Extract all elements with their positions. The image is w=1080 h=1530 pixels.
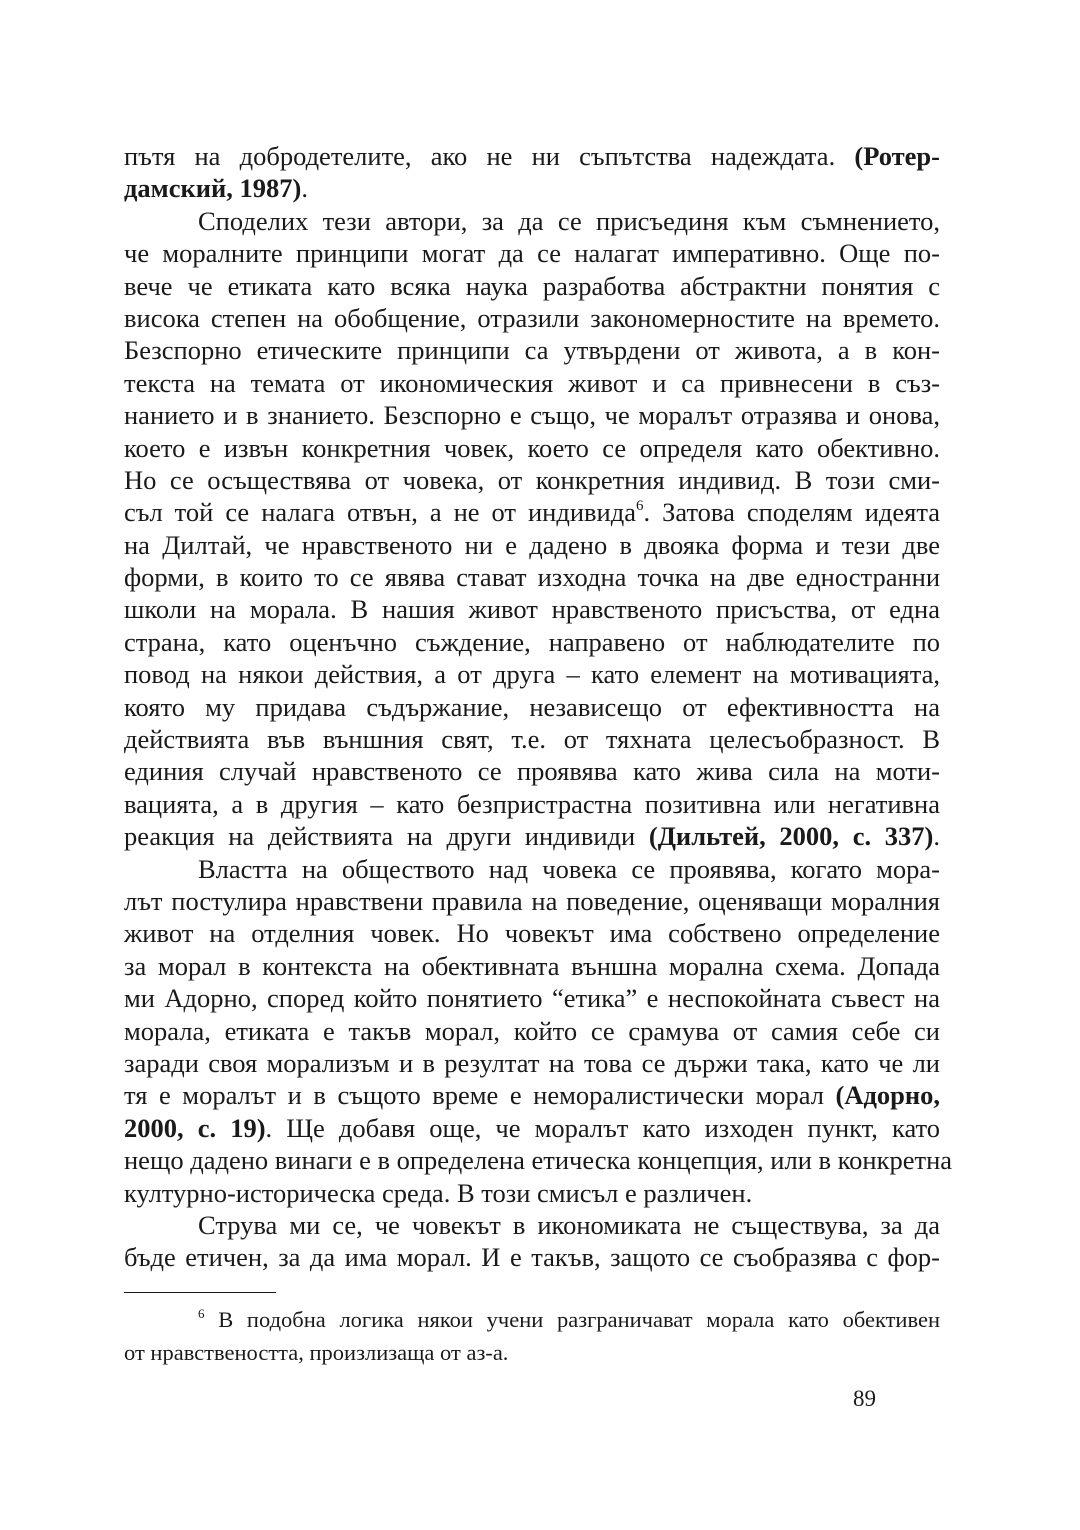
text-line: което е извън конкретния човек, което се определя като обективно.	[124, 432, 940, 463]
text-line: културно-историческа среда. В този смисъл е различен.	[124, 1177, 753, 1208]
citation: (Ротер-	[854, 141, 940, 171]
text-line: единия случай нравственото се проявява като жива сила на моти-	[124, 756, 940, 787]
text-line: Но се осъществява от човека, от конкретния индивид. В този сми-	[124, 464, 940, 495]
text-line: вацията, а в другия – като безпристрастна позитивна или негативна	[124, 788, 940, 819]
text-line: повод на някои действия, а от друга – като елемент на мотивацията,	[124, 659, 940, 690]
paragraph-start: Струва ми се, че човекът в икономиката не съществува, за да	[198, 1209, 940, 1240]
text-line: реакция на действията на други индивиди (Дильтей, 2000, с. 337).	[124, 821, 940, 852]
footnote	[124, 1303, 940, 1369]
citation: (Дильтей, 2000, с. 337)	[648, 821, 934, 852]
text-line: форми, в които то се явява стават изходна точка на две едностранни	[124, 562, 940, 593]
paragraph-start: Споделих тези автори, за да се присъединя към съмнението,	[198, 205, 940, 236]
text-line: нещо дадено винаги е в определена етическа концепция, или в конкретна	[124, 1145, 953, 1176]
footnote-marker: 6	[635, 498, 644, 515]
text-line: съл той се налага отвън, а не от индивида$^6$. Затова споделям идеята	[124, 497, 940, 528]
text-line: която му придава съдържание, независещо от ефективността на	[124, 691, 940, 722]
text-line: заради своя морализъм и в резултат на това се държи така, като че ли	[124, 1047, 940, 1078]
citation: дамский, 1987)	[124, 173, 302, 204]
footnote-line: от нравствеността, произлизаща от аз-а.	[124, 1340, 509, 1365]
text-line: нанието и в знанието. Безспорно е също, че моралът отразява и онова,	[124, 400, 940, 431]
main-text	[124, 140, 953, 1274]
text-line: морала, етиката е такъв морал, който се срамува от самия себе си	[124, 1015, 940, 1046]
text-line: живот на отделния човек. Но човекът има собствено определение	[124, 918, 940, 949]
text-line: вече че етиката като всяка наука разработва абстрактни понятия с	[124, 270, 940, 301]
text-line: тя е моралът и в същото време е неморалистически морал (Адорно,	[124, 1080, 940, 1111]
paragraph-start: Властта на обществото над човека се проявява, когато мора-	[198, 853, 940, 884]
text-line: лът постулира нравствени правила на поведение, оценяващи моралния	[124, 885, 940, 916]
text-line: 2000, с. 19). Ще добавя още, че моралът като изходен пункт, като	[124, 1112, 941, 1143]
text-line: действията във външния свят, т.е. от тяхната целесъобразност. В	[124, 724, 940, 755]
text-line: ми Адорно, според който понятието “етика” е неспокойната съвест на	[124, 983, 940, 1014]
text-line: страна, като оценъчно съждение, направено от наблюдателите по	[124, 626, 940, 657]
text-line: дамский, 1987).	[124, 173, 308, 204]
text-line: на Дилтай, че нравственото ни е дадено в двояка форма и тези две	[124, 529, 940, 560]
citation: (Адорно,	[835, 1080, 940, 1111]
text-line: школи на морала. В нашия живот нравственото присъства, от една	[124, 594, 940, 625]
footnote-line: $^6$ В подобна логика някои учени разграничават морала като обективен	[198, 1305, 940, 1332]
text-line: Безспорно етическите принципи са утвърдени от живота, а в кон-	[124, 335, 940, 366]
page-number: 89	[853, 1386, 876, 1411]
text-line: за морал в контекста на обективната външна морална схема. Допада	[124, 950, 940, 981]
text-line: текста на темата от икономическия живот и са привнесени в съз-	[124, 367, 940, 398]
footnote-separator	[124, 1292, 276, 1293]
citation: 2000, с. 19)	[124, 1112, 266, 1143]
footnote-number: 6	[198, 1305, 205, 1321]
text-line: че моралните принципи могат да се налагат императивно. Още по-	[124, 238, 940, 269]
text-line: висока степен на обобщение, отразили закономерностите на времето.	[124, 302, 940, 333]
text-line: пътя на добродетелите, ако не ни съпътства надеждата. (Ротер-	[124, 141, 940, 171]
text-line: бъде етичен, за да има морал. И е такъв, защото се съобразява с фор-	[124, 1242, 940, 1273]
